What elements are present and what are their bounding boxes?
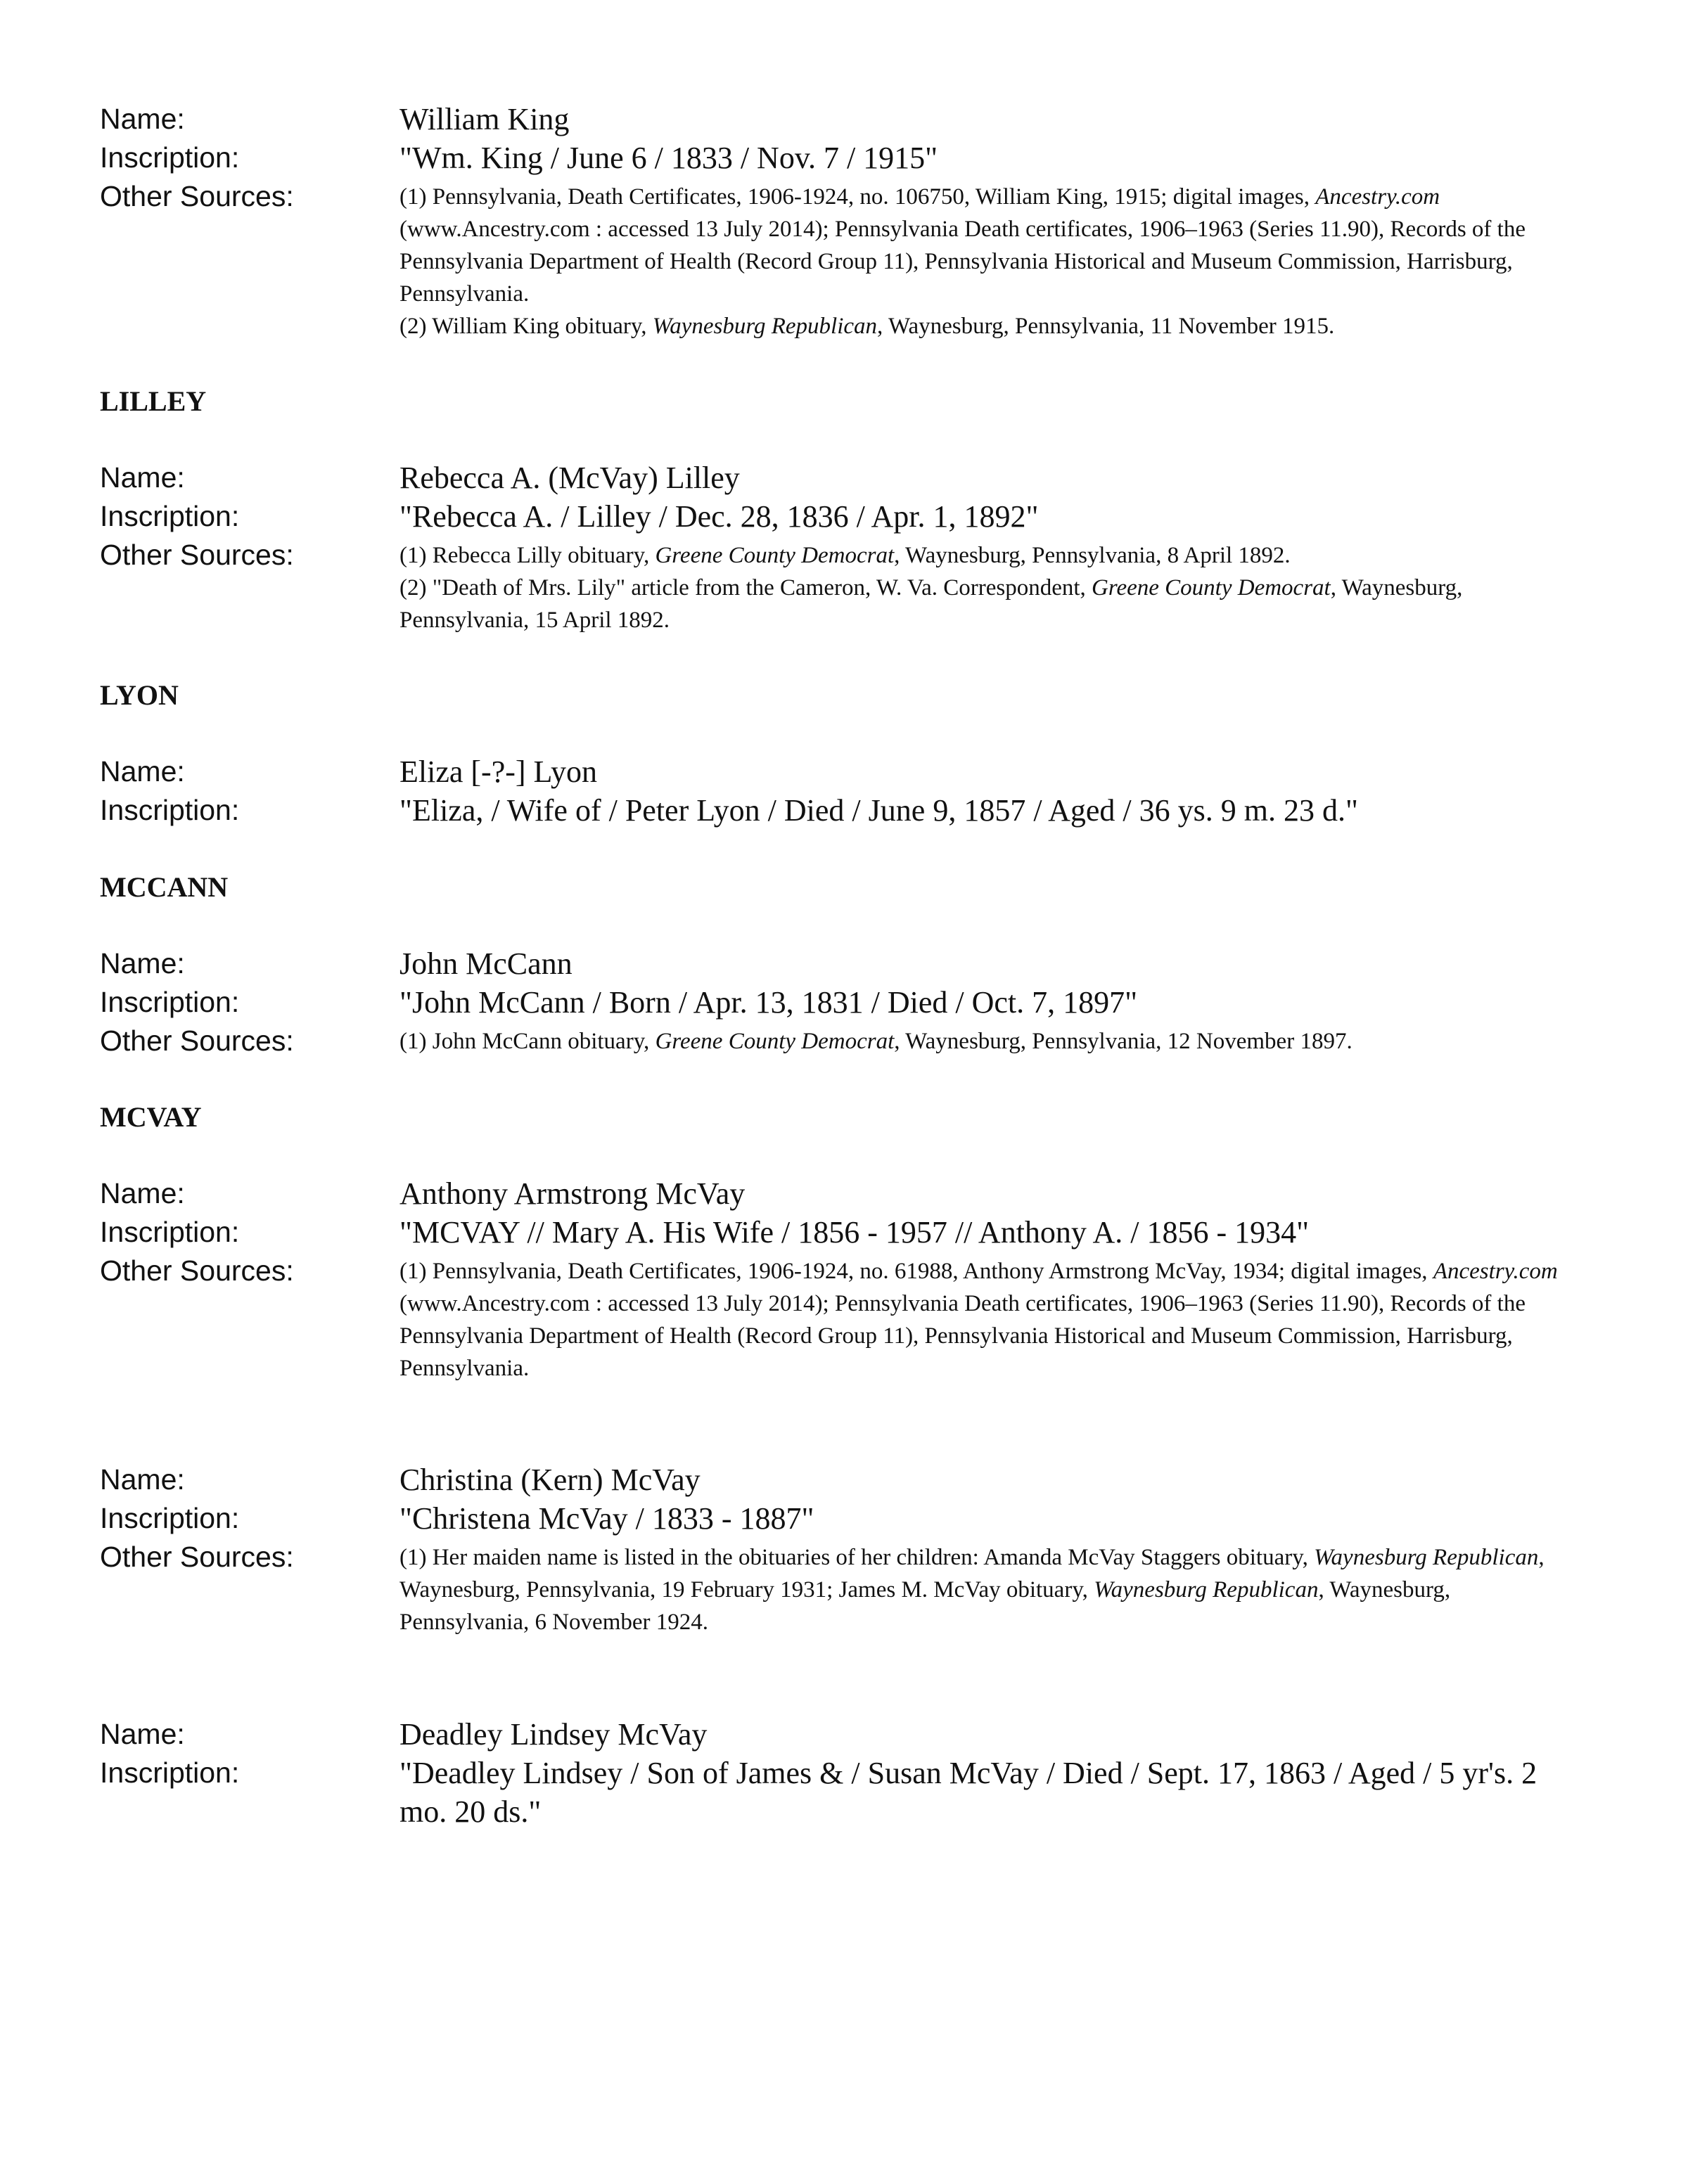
other-sources-label: Other Sources:	[100, 180, 294, 212]
inscription-label: Inscription:	[100, 986, 240, 1018]
other-sources-label: Other Sources:	[100, 1024, 294, 1057]
name-value: Deadley Lindsey McVay	[399, 1717, 708, 1752]
other-sources-row	[100, 177, 1577, 342]
inscription-row	[100, 1499, 1577, 1538]
name-row	[100, 458, 1577, 497]
other-sources-row	[100, 1022, 1577, 1060]
inscription-value: "MCVAY // Mary A. His Wife / 1856 - 1957 // Anthony A. / 1856 - 1934"	[399, 1215, 1310, 1250]
source-item: (1) Pennsylvania, Death Certificates, 1906-1924, no. 106750, William King, 1915; digital images, Ancestry.com (www.Ancestry.com : accessed 13 July 2014); Pennsylvania Death certificates, 1906–1963 (Series 11.90), Records of the Pennsylvania Department of Health (Record Group 11), Pennsylvania Historical and Museum Commission, Harrisburg, Pennsylvania.	[399, 184, 1526, 307]
other-sources-label: Other Sources:	[100, 1541, 294, 1573]
name-label: Name:	[100, 461, 185, 494]
inscription-value: "Wm. King / June 6 / 1833 / Nov. 7 / 1915"	[399, 141, 938, 175]
inscription-value: "Christena McVay / 1833 - 1887"	[399, 1501, 814, 1536]
other-sources-list	[399, 1022, 1577, 1058]
entry-eliza-lyon	[100, 752, 1577, 830]
source-item: (1) Pennsylvania, Death Certificates, 1906-1924, no. 61988, Anthony Armstrong McVay, 1934; digital images, Ancestry.com (www.Ancestry.com : accessed 13 July 2014); Pennsylvania Death certificates, 1906–1963 (Series 11.90), Records of the Pennsylvania Department of Health (Record Group 11), Pennsylvania Historical and Museum Commission, Harrisburg, Pennsylvania.	[399, 1259, 1558, 1381]
name-value: John McCann	[399, 946, 573, 981]
name-value: Rebecca A. (McVay) Lilley	[399, 461, 740, 495]
inscription-row	[100, 983, 1577, 1022]
other-sources-row	[100, 1538, 1577, 1638]
name-row	[100, 1174, 1577, 1213]
inscription-label: Inscription:	[100, 794, 240, 826]
source-item: (1) Rebecca Lilly obituary, Greene County Democrat, Waynesburg, Pennsylvania, 8 April 1892.	[399, 543, 1291, 568]
inscription-value: "Eliza, / Wife of / Peter Lyon / Died / June 9, 1857 / Aged / 36 ys. 9 m. 23 d."	[399, 793, 1358, 828]
other-sources-list	[399, 1538, 1577, 1638]
name-label: Name:	[100, 755, 185, 788]
other-sources-row	[100, 1252, 1577, 1385]
name-value: Christina (Kern) McVay	[399, 1463, 701, 1497]
entry-deadley-lindsey-mcvay	[100, 1715, 1577, 1831]
section-heading-mccann: MCCANN	[100, 871, 229, 903]
other-sources-label: Other Sources:	[100, 539, 294, 571]
inscription-value: "Rebecca A. / Lilley / Dec. 28, 1836 / Apr. 1, 1892"	[399, 499, 1039, 534]
name-row	[100, 1460, 1577, 1499]
inscription-row	[100, 497, 1577, 536]
name-label: Name:	[100, 1718, 185, 1750]
section-heading-lyon: LYON	[100, 679, 179, 711]
inscription-value: "John McCann / Born / Apr. 13, 1831 / Died / Oct. 7, 1897"	[399, 985, 1138, 1020]
source-item: (2) "Death of Mrs. Lily" article from the Cameron, W. Va. Correspondent, Greene County Democrat, Waynesburg, Pennsylvania, 15 April 1892.	[399, 575, 1463, 633]
inscription-row	[100, 139, 1577, 177]
entry-john-mccann	[100, 944, 1577, 1060]
other-sources-row	[100, 536, 1577, 636]
inscription-row	[100, 791, 1577, 830]
inscription-label: Inscription:	[100, 1756, 240, 1789]
name-row	[100, 752, 1577, 791]
entry-william-king	[100, 100, 1577, 342]
name-label: Name:	[100, 103, 185, 135]
inscription-label: Inscription:	[100, 500, 240, 532]
name-value: William King	[399, 102, 570, 136]
name-row	[100, 944, 1577, 983]
entry-anthony-armstrong-mcvay	[100, 1174, 1577, 1385]
section-heading-mcvay: MCVAY	[100, 1101, 202, 1133]
name-label: Name:	[100, 947, 185, 979]
inscription-label: Inscription:	[100, 1216, 240, 1248]
entry-christina-mcvay	[100, 1460, 1577, 1638]
other-sources-list	[399, 536, 1577, 636]
name-label: Name:	[100, 1177, 185, 1209]
inscription-row	[100, 1754, 1577, 1831]
inscription-value: "Deadley Lindsey / Son of James & / Susan McVay / Died / Sept. 17, 1863 / Aged / 5 yr's. 2 mo. 20 ds."	[399, 1756, 1537, 1829]
other-sources-list	[399, 1252, 1577, 1385]
other-sources-label: Other Sources:	[100, 1254, 294, 1287]
name-value: Eliza [-?-] Lyon	[399, 754, 597, 789]
other-sources-list	[399, 177, 1577, 342]
entry-rebecca-lilley	[100, 458, 1577, 636]
source-item: (1) John McCann obituary, Greene County Democrat, Waynesburg, Pennsylvania, 12 November 1897.	[399, 1029, 1353, 1054]
inscription-row	[100, 1213, 1577, 1252]
name-row	[100, 1715, 1577, 1754]
name-row	[100, 100, 1577, 139]
section-heading-lilley: LILLEY	[100, 385, 207, 417]
inscription-label: Inscription:	[100, 1502, 240, 1534]
source-item: (2) William King obituary, Waynesburg Republican, Waynesburg, Pennsylvania, 11 November 1915.	[399, 314, 1335, 339]
inscription-label: Inscription:	[100, 141, 240, 174]
source-item: (1) Her maiden name is listed in the obituaries of her children: Amanda McVay Staggers obituary, Waynesburg Republican, Waynesburg, Pennsylvania, 19 February 1931; James M. McVay obituary, Waynesburg Republican, Waynesburg, Pennsylvania, 6 November 1924.	[399, 1545, 1545, 1635]
name-label: Name:	[100, 1463, 185, 1496]
name-value: Anthony Armstrong McVay	[399, 1176, 746, 1211]
